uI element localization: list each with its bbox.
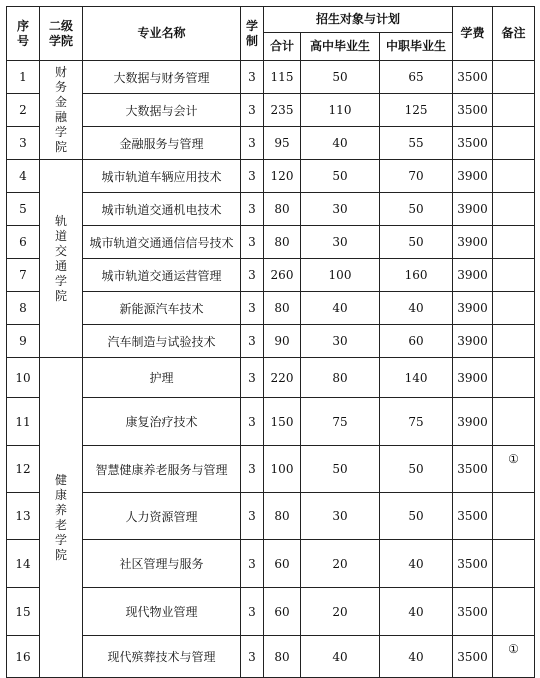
cell-note <box>493 127 535 160</box>
cell-total: 115 <box>264 61 301 94</box>
cell-note: ① <box>493 636 535 678</box>
cell-vocational: 50 <box>380 226 453 259</box>
header-high-school: 高中毕业生 <box>301 33 380 61</box>
cell-vocational: 40 <box>380 588 453 636</box>
cell-major: 护理 <box>83 358 241 398</box>
cell-duration: 3 <box>241 127 264 160</box>
header-seq: 序号 <box>7 7 40 61</box>
cell-high-school: 50 <box>301 446 380 493</box>
cell-note <box>493 325 535 358</box>
cell-major: 城市轨道交通运营管理 <box>83 259 241 292</box>
cell-high-school: 20 <box>301 588 380 636</box>
cell-note <box>493 160 535 193</box>
header-major: 专业名称 <box>83 7 241 61</box>
cell-fee: 3500 <box>453 493 493 540</box>
table-row <box>7 588 535 636</box>
cell-total: 60 <box>264 540 301 588</box>
cell-note <box>493 588 535 636</box>
cell-seq: 5 <box>7 193 40 226</box>
table-row <box>7 540 535 588</box>
header-fee: 学费 <box>453 7 493 61</box>
table-row <box>7 61 535 94</box>
cell-seq: 2 <box>7 94 40 127</box>
table-row <box>7 127 535 160</box>
cell-duration: 3 <box>241 226 264 259</box>
cell-note <box>493 358 535 398</box>
cell-total: 80 <box>264 193 301 226</box>
header-total: 合计 <box>264 33 301 61</box>
cell-major: 金融服务与管理 <box>83 127 241 160</box>
header-plan-group: 招生对象与计划 <box>264 7 453 33</box>
cell-note: ① <box>493 446 535 493</box>
cell-major: 城市轨道车辆应用技术 <box>83 160 241 193</box>
cell-seq: 15 <box>7 588 40 636</box>
cell-vocational: 70 <box>380 160 453 193</box>
table-row <box>7 358 535 398</box>
cell-total: 95 <box>264 127 301 160</box>
cell-duration: 3 <box>241 193 264 226</box>
cell-seq: 7 <box>7 259 40 292</box>
cell-duration: 3 <box>241 588 264 636</box>
cell-total: 80 <box>264 636 301 678</box>
college-finance: 财务金融学院 <box>40 61 83 160</box>
cell-major: 新能源汽车技术 <box>83 292 241 325</box>
cell-vocational: 55 <box>380 127 453 160</box>
cell-vocational: 50 <box>380 446 453 493</box>
cell-total: 80 <box>264 292 301 325</box>
cell-seq: 12 <box>7 446 40 493</box>
cell-high-school: 30 <box>301 226 380 259</box>
cell-fee: 3900 <box>453 259 493 292</box>
header-duration: 学制 <box>241 7 264 61</box>
cell-major: 城市轨道交通机电技术 <box>83 193 241 226</box>
cell-total: 260 <box>264 259 301 292</box>
cell-fee: 3900 <box>453 160 493 193</box>
cell-total: 150 <box>264 398 301 446</box>
cell-total: 80 <box>264 226 301 259</box>
table-row <box>7 398 535 446</box>
cell-seq: 13 <box>7 493 40 540</box>
cell-total: 100 <box>264 446 301 493</box>
cell-duration: 3 <box>241 493 264 540</box>
cell-major: 大数据与财务管理 <box>83 61 241 94</box>
cell-seq: 1 <box>7 61 40 94</box>
cell-note <box>493 259 535 292</box>
cell-note <box>493 292 535 325</box>
cell-fee: 3900 <box>453 226 493 259</box>
cell-duration: 3 <box>241 446 264 493</box>
cell-fee: 3500 <box>453 446 493 493</box>
table-row <box>7 160 535 193</box>
cell-vocational: 50 <box>380 493 453 540</box>
cell-total: 120 <box>264 160 301 193</box>
college-health-elderly: 健康养老学院 <box>40 358 83 678</box>
cell-high-school: 40 <box>301 127 380 160</box>
cell-high-school: 30 <box>301 325 380 358</box>
cell-high-school: 30 <box>301 193 380 226</box>
table-row <box>7 259 535 292</box>
cell-total: 60 <box>264 588 301 636</box>
cell-fee: 3900 <box>453 398 493 446</box>
header-vocational: 中职毕业生 <box>380 33 453 61</box>
cell-fee: 3500 <box>453 588 493 636</box>
college-rail-transit: 轨道交通学院 <box>40 160 83 358</box>
cell-total: 235 <box>264 94 301 127</box>
cell-note <box>493 398 535 446</box>
table-row <box>7 226 535 259</box>
cell-high-school: 30 <box>301 493 380 540</box>
cell-vocational: 40 <box>380 540 453 588</box>
cell-duration: 3 <box>241 636 264 678</box>
cell-vocational: 125 <box>380 94 453 127</box>
cell-major: 智慧健康养老服务与管理 <box>83 446 241 493</box>
header-note: 备注 <box>493 7 535 61</box>
cell-high-school: 100 <box>301 259 380 292</box>
cell-duration: 3 <box>241 540 264 588</box>
cell-vocational: 40 <box>380 292 453 325</box>
table-row <box>7 292 535 325</box>
cell-duration: 3 <box>241 292 264 325</box>
cell-note <box>493 540 535 588</box>
cell-duration: 3 <box>241 398 264 446</box>
cell-major: 现代物业管理 <box>83 588 241 636</box>
cell-fee: 3500 <box>453 61 493 94</box>
cell-vocational: 140 <box>380 358 453 398</box>
cell-total: 90 <box>264 325 301 358</box>
cell-note <box>493 61 535 94</box>
table-row <box>7 636 535 678</box>
header-college: 二级学院 <box>40 7 83 61</box>
cell-duration: 3 <box>241 358 264 398</box>
cell-note <box>493 94 535 127</box>
cell-vocational: 50 <box>380 193 453 226</box>
cell-seq: 3 <box>7 127 40 160</box>
cell-vocational: 65 <box>380 61 453 94</box>
cell-high-school: 75 <box>301 398 380 446</box>
cell-seq: 4 <box>7 160 40 193</box>
table-row <box>7 325 535 358</box>
cell-high-school: 50 <box>301 61 380 94</box>
cell-high-school: 110 <box>301 94 380 127</box>
cell-total: 220 <box>264 358 301 398</box>
cell-major: 人力资源管理 <box>83 493 241 540</box>
enrollment-plan-sheet <box>6 6 534 678</box>
enrollment-plan-table <box>6 6 535 678</box>
cell-seq: 16 <box>7 636 40 678</box>
cell-high-school: 40 <box>301 636 380 678</box>
cell-vocational: 75 <box>380 398 453 446</box>
cell-high-school: 80 <box>301 358 380 398</box>
cell-major: 社区管理与服务 <box>83 540 241 588</box>
cell-vocational: 160 <box>380 259 453 292</box>
cell-duration: 3 <box>241 325 264 358</box>
cell-duration: 3 <box>241 61 264 94</box>
cell-fee: 3900 <box>453 325 493 358</box>
cell-duration: 3 <box>241 94 264 127</box>
cell-major: 汽车制造与试验技术 <box>83 325 241 358</box>
cell-seq: 11 <box>7 398 40 446</box>
cell-seq: 10 <box>7 358 40 398</box>
cell-high-school: 20 <box>301 540 380 588</box>
header-row <box>7 7 535 33</box>
cell-duration: 3 <box>241 160 264 193</box>
cell-fee: 3500 <box>453 94 493 127</box>
cell-seq: 6 <box>7 226 40 259</box>
table-row <box>7 193 535 226</box>
cell-major: 大数据与会计 <box>83 94 241 127</box>
cell-fee: 3500 <box>453 540 493 588</box>
cell-total: 80 <box>264 493 301 540</box>
cell-major: 康复治疗技术 <box>83 398 241 446</box>
cell-note <box>493 193 535 226</box>
table-row <box>7 493 535 540</box>
cell-vocational: 60 <box>380 325 453 358</box>
cell-fee: 3900 <box>453 358 493 398</box>
cell-duration: 3 <box>241 259 264 292</box>
cell-vocational: 40 <box>380 636 453 678</box>
cell-seq: 14 <box>7 540 40 588</box>
table-row <box>7 446 535 493</box>
cell-fee: 3900 <box>453 292 493 325</box>
cell-major: 城市轨道交通通信信号技术 <box>83 226 241 259</box>
cell-seq: 8 <box>7 292 40 325</box>
cell-high-school: 50 <box>301 160 380 193</box>
cell-seq: 9 <box>7 325 40 358</box>
cell-high-school: 40 <box>301 292 380 325</box>
cell-note <box>493 493 535 540</box>
table-row <box>7 94 535 127</box>
cell-note <box>493 226 535 259</box>
cell-fee: 3500 <box>453 127 493 160</box>
cell-major: 现代殡葬技术与管理 <box>83 636 241 678</box>
cell-fee: 3500 <box>453 636 493 678</box>
cell-fee: 3900 <box>453 193 493 226</box>
